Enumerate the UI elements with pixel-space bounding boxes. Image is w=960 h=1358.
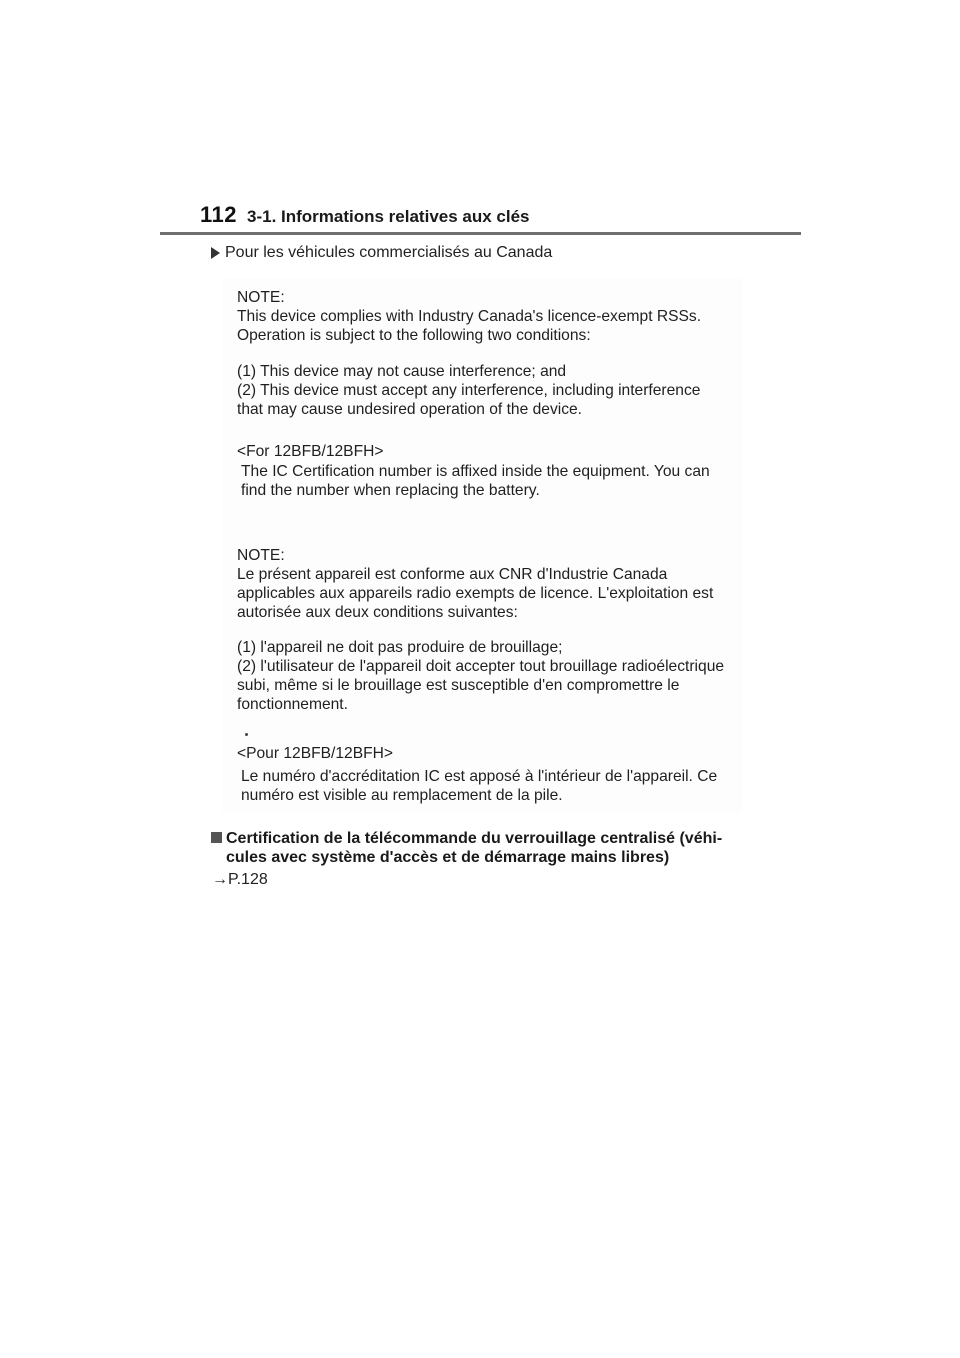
fr-note-label: NOTE: bbox=[237, 547, 285, 564]
triangle-bullet-icon bbox=[211, 247, 220, 259]
en-note-block bbox=[237, 288, 701, 345]
scan-speck bbox=[245, 733, 248, 736]
fr-note-block bbox=[237, 546, 713, 622]
fr-note-line: applicables aux appareils radio exempts de licence. L'exploitation est bbox=[237, 585, 714, 602]
header-divider bbox=[160, 232, 801, 235]
certification-heading-line: Certification de la télécommande du verrouillage centralisé (véhi- bbox=[226, 830, 723, 847]
en-condition-line: (1) This device may not cause interference; and bbox=[237, 363, 567, 380]
market-subheading-text: Pour les véhicules commercialisés au Canada bbox=[225, 244, 553, 261]
page-reference-link[interactable]: →P.128 bbox=[212, 871, 268, 888]
fr-note-line: autorisée aux deux conditions suivantes: bbox=[237, 604, 518, 621]
en-note-line: Operation is subject to the following two conditions: bbox=[237, 327, 591, 344]
en-condition-line: that may cause undesired operation of the device. bbox=[237, 401, 583, 418]
fr-condition-line: subi, même si le brouillage est susceptible d'en compromettre le bbox=[237, 677, 680, 694]
en-note-label: NOTE: bbox=[237, 289, 285, 306]
fr-model-label: <Pour 12BFB/12BFH> bbox=[237, 745, 394, 762]
en-condition-line: (2) This device must accept any interference, including interference bbox=[237, 382, 701, 399]
section-title: 3-1. Informations relatives aux clés bbox=[247, 207, 530, 226]
market-subheading bbox=[211, 244, 552, 262]
fr-model-block bbox=[241, 767, 717, 805]
certification-heading bbox=[211, 829, 722, 867]
fr-condition-line: (1) l'appareil ne doit pas produire de brouillage; bbox=[237, 639, 563, 656]
fr-model-line: numéro est visible au remplacement de la pile. bbox=[241, 787, 563, 804]
square-bullet-icon bbox=[211, 832, 222, 843]
en-model-block bbox=[241, 462, 710, 500]
fr-model-line: Le numéro d'accréditation IC est apposé à l'intérieur de l'appareil. Ce bbox=[241, 768, 718, 785]
en-model-line: The IC Certification number is affixed inside the equipment. You can bbox=[241, 463, 710, 480]
regulatory-notice-image bbox=[222, 278, 742, 812]
fr-note-line: Le présent appareil est conforme aux CNR d'Industrie Canada bbox=[237, 566, 668, 583]
en-note-line: This device complies with Industry Canada's licence-exempt RSSs. bbox=[237, 308, 702, 325]
en-model-line: find the number when replacing the battery. bbox=[241, 482, 540, 499]
fr-condition-line: fonctionnement. bbox=[237, 696, 348, 713]
fr-condition-line: (2) l'utilisateur de l'appareil doit accepter tout brouillage radioélectrique bbox=[237, 658, 725, 675]
certification-heading-line: cules avec système d'accès et de démarrage mains libres) bbox=[226, 849, 670, 866]
fr-conditions-block bbox=[237, 638, 724, 714]
en-conditions-block bbox=[237, 362, 700, 419]
en-model-label: <For 12BFB/12BFH> bbox=[237, 443, 384, 460]
page-number: 112 bbox=[200, 202, 237, 227]
